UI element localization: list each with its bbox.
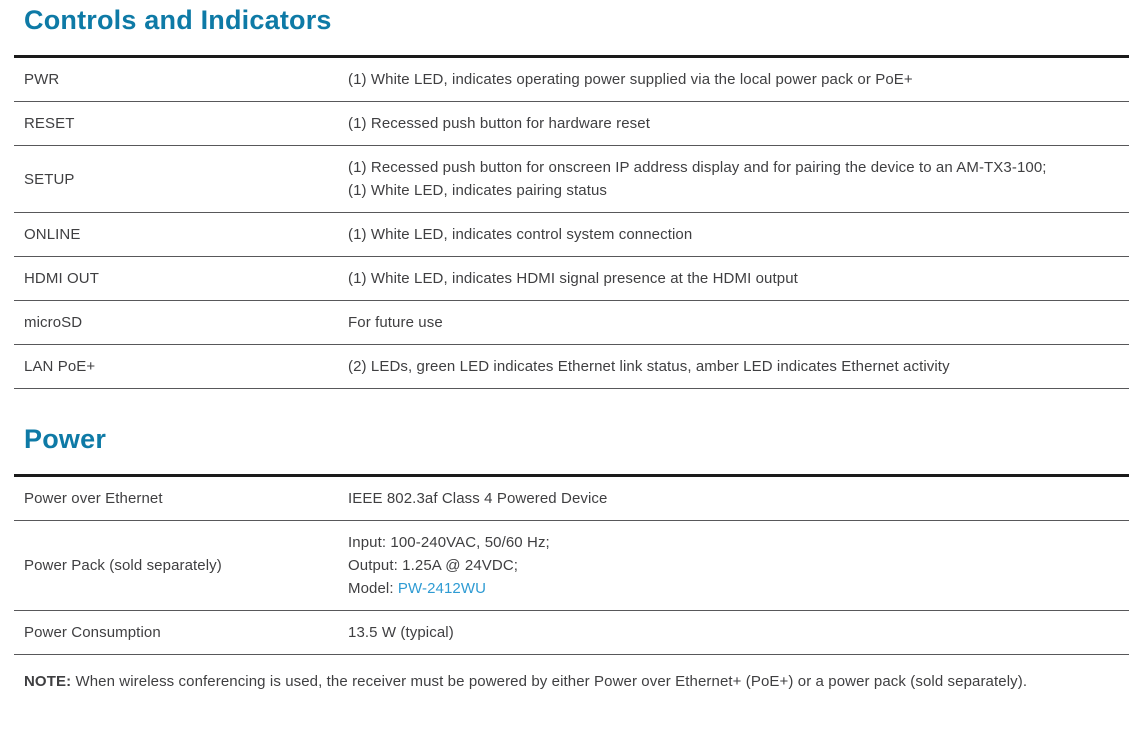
row-value — [348, 487, 1129, 510]
row-value — [348, 68, 1129, 91]
table-row — [14, 213, 1129, 257]
spec-table — [14, 55, 1129, 389]
note-label: NOTE: — [24, 673, 72, 690]
table-row — [14, 301, 1129, 345]
table-row — [14, 146, 1129, 213]
row-value-line: Input: 100-240VAC, 50/60 Hz; — [348, 534, 550, 551]
row-value — [348, 621, 1129, 644]
row-value-line: (1) White LED, indicates HDMI signal presence at the HDMI output — [348, 270, 798, 287]
line-prefix: Model: — [348, 580, 398, 597]
spec-section-power — [14, 423, 1129, 655]
row-value — [348, 267, 1129, 290]
row-value — [348, 531, 1129, 600]
section-title: Controls and Indicators — [24, 5, 332, 35]
spec-sections — [14, 4, 1129, 655]
row-value-line — [348, 577, 1123, 600]
row-value-line: For future use — [348, 314, 443, 331]
section-title: Power — [24, 424, 107, 454]
row-label: PWR — [24, 71, 60, 88]
row-label: microSD — [24, 314, 83, 331]
table-row — [14, 257, 1129, 301]
row-label: Power over Ethernet — [24, 490, 163, 507]
note-text: When wireless conferencing is used, the receiver must be powered by either Power over Ethernet+ (PoE+) or a power pack (sold separately). — [71, 673, 1028, 690]
row-label: Power Pack (sold separately) — [24, 557, 222, 574]
spec-section-controls-and-indicators — [14, 4, 1129, 389]
row-value — [348, 112, 1129, 135]
row-value — [348, 355, 1129, 378]
spec-table — [14, 474, 1129, 655]
row-value — [348, 311, 1129, 334]
row-label: ONLINE — [24, 226, 81, 243]
table-row — [14, 521, 1129, 611]
row-label: HDMI OUT — [24, 270, 99, 287]
note — [24, 669, 1129, 695]
row-value-line: (1) Recessed push button for onscreen IP address display and for pairing the device to an AM-TX3-100; — [348, 159, 1047, 176]
row-label: RESET — [24, 115, 75, 132]
row-label: SETUP — [24, 170, 75, 188]
row-value — [348, 223, 1129, 246]
row-value-line: IEEE 802.3af Class 4 Powered Device — [348, 490, 608, 507]
row-value-line: (1) White LED, indicates pairing status — [348, 182, 608, 199]
row-value-line: Output: 1.25A @ 24VDC; — [348, 557, 519, 574]
table-row — [14, 102, 1129, 146]
row-label: Power Consumption — [24, 624, 161, 641]
table-row — [14, 477, 1129, 521]
power-pack-model-link[interactable]: PW-2412WU — [397, 580, 487, 597]
table-row — [14, 345, 1129, 389]
table-row — [14, 58, 1129, 102]
row-label: LAN PoE+ — [24, 358, 96, 375]
row-value-line: (2) LEDs, green LED indicates Ethernet link status, amber LED indicates Ethernet activity — [348, 358, 950, 375]
row-value — [348, 156, 1129, 202]
row-value-line: (1) Recessed push button for hardware reset — [348, 115, 650, 132]
row-value-line: (1) White LED, indicates operating power supplied via the local power pack or PoE+ — [348, 71, 913, 88]
row-value-line: (1) White LED, indicates control system connection — [348, 226, 693, 243]
table-row — [14, 611, 1129, 655]
row-value-line: 13.5 W (typical) — [348, 624, 454, 641]
